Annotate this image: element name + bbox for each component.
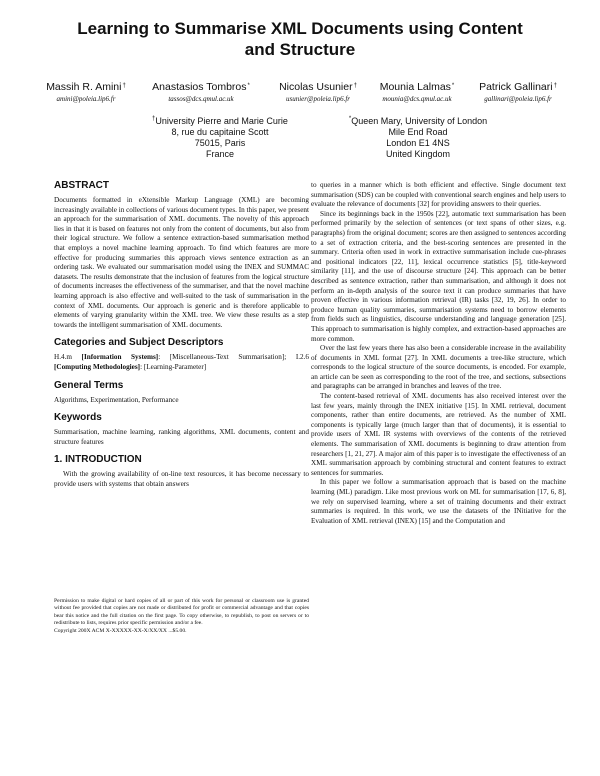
copyright-text: Copyright 200X ACM X-XXXXX-XX-X/XX/XX ...$5.00. bbox=[54, 627, 187, 634]
body-paragraph: Over the last few years there has also been a considerable increase in the availability of documents in XML format [27]. In XML documents a tree-like structure, which corresponds to the logical structure of the source documents, is encoded. For example, an article can be seen as corresponding to the root of the tree, and sections, subsections and paragraphs can be arranged in branches and leaves of the tree. bbox=[311, 344, 566, 391]
body-paragraph: In this paper we follow a summarisation approach that is based on the machine learning (ML) paradigm. Like most previous work on ML for summarisation [17, 6, 8], we rely on supervised learning, where a set of training documents and their extract summaries is required. In this work, we use the datasets of the INitiative for the Evaluation of XML retrieval (INEX) [15] and the Computation and bbox=[311, 478, 566, 525]
author-block bbox=[36, 80, 136, 104]
affiliation-line: *Queen Mary, University of London bbox=[348, 116, 488, 126]
author-email: amini@poleia.lip6.fr bbox=[56, 95, 116, 103]
author-block bbox=[371, 80, 463, 104]
affiliation-upmc bbox=[120, 114, 320, 160]
author-block bbox=[468, 80, 568, 104]
abstract-heading: ABSTRACT bbox=[54, 180, 109, 191]
affiliation-line: Mile End Road bbox=[388, 127, 448, 137]
affiliation-line: 75015, Paris bbox=[194, 138, 246, 148]
categories-text: H.4.m [Information Systems]: [Miscellaneous-Text Summarisation]; I.2.6 [Computing Methodologies]: [Learning-Parameter] bbox=[54, 353, 309, 371]
affiliation-qmul bbox=[318, 114, 518, 160]
author-email: usunier@poleia.lip6.fr bbox=[286, 95, 350, 103]
body-paragraph: to queries in a manner which is both efficient and effective. Single document text summarisation (SDS) can be coupled with conventional search engines and help users to evaluate the relevance of documents [32] for providing answers to their queries. bbox=[311, 181, 566, 209]
paper-title: Learning to Summarise XML Documents using Content and Structure bbox=[77, 19, 523, 59]
introduction-heading: 1. INTRODUCTION bbox=[54, 454, 142, 466]
general-terms-heading: General Terms bbox=[54, 379, 124, 391]
author-name: Mounia Lalmas* bbox=[379, 81, 455, 93]
right-column bbox=[311, 181, 566, 526]
author-name: Anastasios Tombros* bbox=[152, 81, 250, 93]
keywords-heading: Keywords bbox=[54, 412, 102, 424]
affiliation-line: London E1 4NS bbox=[386, 138, 450, 148]
general-terms-text: Algorithms, Experimentation, Performance bbox=[54, 395, 179, 404]
categories-heading: Categories and Subject Descriptors bbox=[54, 337, 224, 349]
author-name: Massih R. Amini† bbox=[46, 81, 126, 93]
author-email: gallinari@poleia.lip6.fr bbox=[484, 95, 552, 103]
abstract-text: Documents formatted in eXtensible Markup Language (XML) are becoming increasingly available in collections of various document types. In this paper, we present an approach for the summarisation of XML documents. The novelty of this approach lies in that it is based on features not only from the content of documents, but also from their logical structure. We follow a sentence extraction-based summarisation method that employs a novel machine learning approach. To find which features are more effective for producing summaries this approach views sentence extraction as an ordering task. We evaluated our summarisation model using the INEX and SUMMAC datasets. The results demonstrate that the inclusion of features from the logical structure of documents increases the effectiveness of the summariser, and that the novel machine learning approach is also effective and well-suited to the task of summarisation in the context of XML documents. Our approach is generic and is therefore applicable to elements of varying granularity within the XML tree. We view these results as a step towards the intelligent summarisation of XML documents. bbox=[54, 196, 309, 329]
author-block bbox=[268, 80, 368, 104]
permission-text: Permission to make digital or hard copies of all or part of this work for personal or classroom use is granted without fee provided that copies are not made or distributed for profit or commercial advantage and that copies bear this notice and the full citation on the first page. To copy otherwise, to republish, to post on servers or to redistribute to lists, requires prior specific permission and/or a fee. bbox=[54, 598, 309, 627]
author-block bbox=[141, 80, 261, 104]
author-list bbox=[36, 80, 566, 110]
affiliation-line: United Kingdom bbox=[385, 149, 451, 159]
affiliation-line: France bbox=[205, 149, 234, 159]
author-name: Nicolas Usunier† bbox=[279, 81, 357, 93]
keywords-text: Summarisation, machine learning, ranking algorithms, XML documents, content and structure features bbox=[54, 428, 309, 446]
body-paragraph: Since its beginnings back in the 1950s [22], automatic text summarisation has been performed primarily by the selection of sentences (or text spans of other sizes, e.g. paragraphs) from the original document; scores are then assigned to sentences according to a set of extraction criteria, and the best-scoring sentences are presented in the summary. Criteria often used in work in extractive summarisation include cue-phrases and positional indicators [22, 11], lexical occurrence statistics [5], title-keyword similarity [11], and the use of discourse structure [24]. This approach can be better described as sentence extraction, rather than summarisation, and although it does not perform an in-depth analysis of the source text it can produce summaries that have proven effective in various information retrieval (IR) tasks [32, 19, 26]. In order to produce human quality summaries, summarisation systems need to borrow elements from fields such as linguistics, discourse understanding and language generation [25]. This approach to summarisation is highly complex, and extraction-based approaches are more common. bbox=[311, 209, 566, 343]
affiliation-line: 8, rue du capitaine Scott bbox=[171, 127, 269, 137]
permission-notice bbox=[54, 598, 309, 635]
author-email: tassos@dcs.qmul.ac.uk bbox=[168, 95, 234, 103]
left-column bbox=[54, 180, 309, 489]
body-paragraph: The content-based retrieval of XML documents has also received interest over the last few years, mainly through the INEX initiative [15]. In XML retrieval, document components, rather than entire documents, are retrieved. As the number of XML components is typically large (much larger than that of documents), it is essential to provide users of XML IR systems with overviews of the contents of the retrieved elements. The summarisation of XML documents is beginning to draw attention from researchers [1, 21, 27]. A major aim of this paper is to investigate the effectiveness of an XML summarisation approach by combining structural and content features to extract sentences for summaries. bbox=[311, 392, 566, 477]
introduction-text: With the growing availability of on-line text resources, it has become necessary to provide users with systems that obtain answers bbox=[54, 470, 309, 488]
author-name: Patrick Gallinari† bbox=[479, 81, 557, 93]
author-email: mounia@dcs.qmul.ac.uk bbox=[382, 95, 452, 103]
affiliation-line: †University Pierre and Marie Curie bbox=[152, 116, 288, 126]
